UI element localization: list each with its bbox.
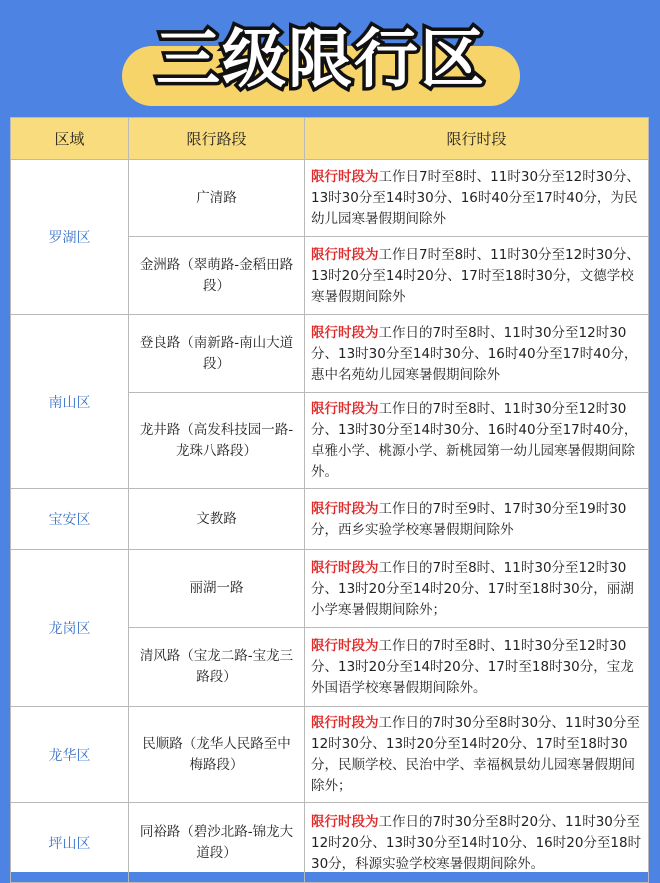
- title-banner: [122, 20, 520, 96]
- road-cell: 龙井路（高发科技园一路-龙珠八路段）: [129, 393, 305, 489]
- time-highlight-label: 限行时段为: [311, 324, 379, 341]
- header-time: 限行时段: [305, 118, 649, 160]
- time-text: 工作日的7时至8时、11时30分至12时30分、13时30分至14时30分、16时40分至17时40分，惠中名苑幼儿园寒暑假期间除外: [311, 324, 638, 383]
- header-district: 区域: [11, 118, 129, 160]
- time-highlight-label: 限行时段为: [311, 169, 379, 185]
- district-cell: 坪山区: [11, 803, 129, 883]
- road-cell: 广清路: [129, 160, 305, 237]
- table-row: [11, 160, 649, 237]
- time-cell: [305, 628, 649, 707]
- time-text: 工作日7时至8时、11时30分至12时30分、13时30分至14时30分、16时40分至17时40分，为民幼儿园寒暑假期间除外: [311, 169, 640, 227]
- table-header-row: [11, 118, 649, 160]
- page-title: 三级限行区: [156, 23, 486, 97]
- table-row: [11, 550, 649, 628]
- time-cell: [305, 393, 649, 489]
- restriction-sheet: [10, 117, 648, 872]
- road-cell: 金洲路（翠萌路-金稻田路段）: [129, 237, 305, 315]
- district-cell: 龙华区: [11, 707, 129, 803]
- road-cell: 文教路: [129, 489, 305, 550]
- time-text: 工作日7时至8时、11时30分至12时30分、13时20分至14时20分、17时至18时30分，文德学校寒暑假期间除外: [311, 246, 640, 305]
- time-highlight-label: 限行时段为: [311, 500, 379, 517]
- road-cell: 民顺路（龙华人民路至中梅路段）: [129, 707, 305, 803]
- header-road: 限行路段: [129, 118, 305, 160]
- table-row: [11, 707, 649, 803]
- road-cell: 清风路（宝龙二路-宝龙三路段）: [129, 628, 305, 707]
- time-text: 工作日的7时至9时、17时30分至19时30分，西乡实验学校寒暑假期间除外: [311, 500, 627, 538]
- time-text: 工作日的7时30分至8时30分、11时30分至12时30分、13时20分至14时20分、17时至18时30分，民顺学校、民治中学、幸福枫景幼儿园寒暑假期间除外；: [311, 715, 640, 794]
- time-cell: [305, 489, 649, 550]
- district-cell: 宝安区: [11, 489, 129, 550]
- time-highlight-label: 限行时段为: [311, 246, 379, 263]
- time-highlight-label: 限行时段为: [311, 401, 379, 417]
- district-cell: 南山区: [11, 315, 129, 489]
- road-cell: 登良路（南新路-南山大道段）: [129, 315, 305, 393]
- time-text: 工作日的7时30分至8时20分、11时30分至12时20分、13时30分至14时10分、16时20分至18时30分，科源实验学校寒暑假期间除外。: [311, 813, 642, 872]
- time-highlight-label: 限行时段为: [311, 638, 379, 654]
- time-text: 工作日的7时至8时、11时30分至12时30分、13时30分至14时30分、16时40分至17时40分，卓雅小学、桃源小学、新桃园第一幼儿园寒暑假期间除外。: [311, 401, 638, 480]
- table-row: [11, 315, 649, 393]
- time-highlight-label: 限行时段为: [311, 715, 379, 731]
- district-cell: 罗湖区: [11, 160, 129, 315]
- time-text: 工作日的7时至8时、11时30分至12时30分、13时20分至14时20分、17时至18时30分，宝龙外国语学校寒暑假期间除外。: [311, 638, 634, 696]
- district-cell: 龙岗区: [11, 550, 129, 707]
- table-row: [11, 803, 649, 883]
- time-cell: [305, 550, 649, 628]
- time-cell: [305, 707, 649, 803]
- time-cell: [305, 803, 649, 883]
- time-highlight-label: 限行时段为: [311, 559, 379, 576]
- road-cell: 同裕路（碧沙北路-锦龙大道段）: [129, 803, 305, 883]
- time-cell: [305, 315, 649, 393]
- restriction-table: [10, 117, 649, 883]
- road-cell: 丽湖一路: [129, 550, 305, 628]
- time-text: 工作日的7时至8时、11时30分至12时30分、13时20分至14时20分、17时至18时30分，丽湖小学寒暑假期间除外；: [311, 559, 634, 618]
- table-row: [11, 489, 649, 550]
- time-cell: [305, 160, 649, 237]
- time-highlight-label: 限行时段为: [311, 813, 379, 830]
- time-cell: [305, 237, 649, 315]
